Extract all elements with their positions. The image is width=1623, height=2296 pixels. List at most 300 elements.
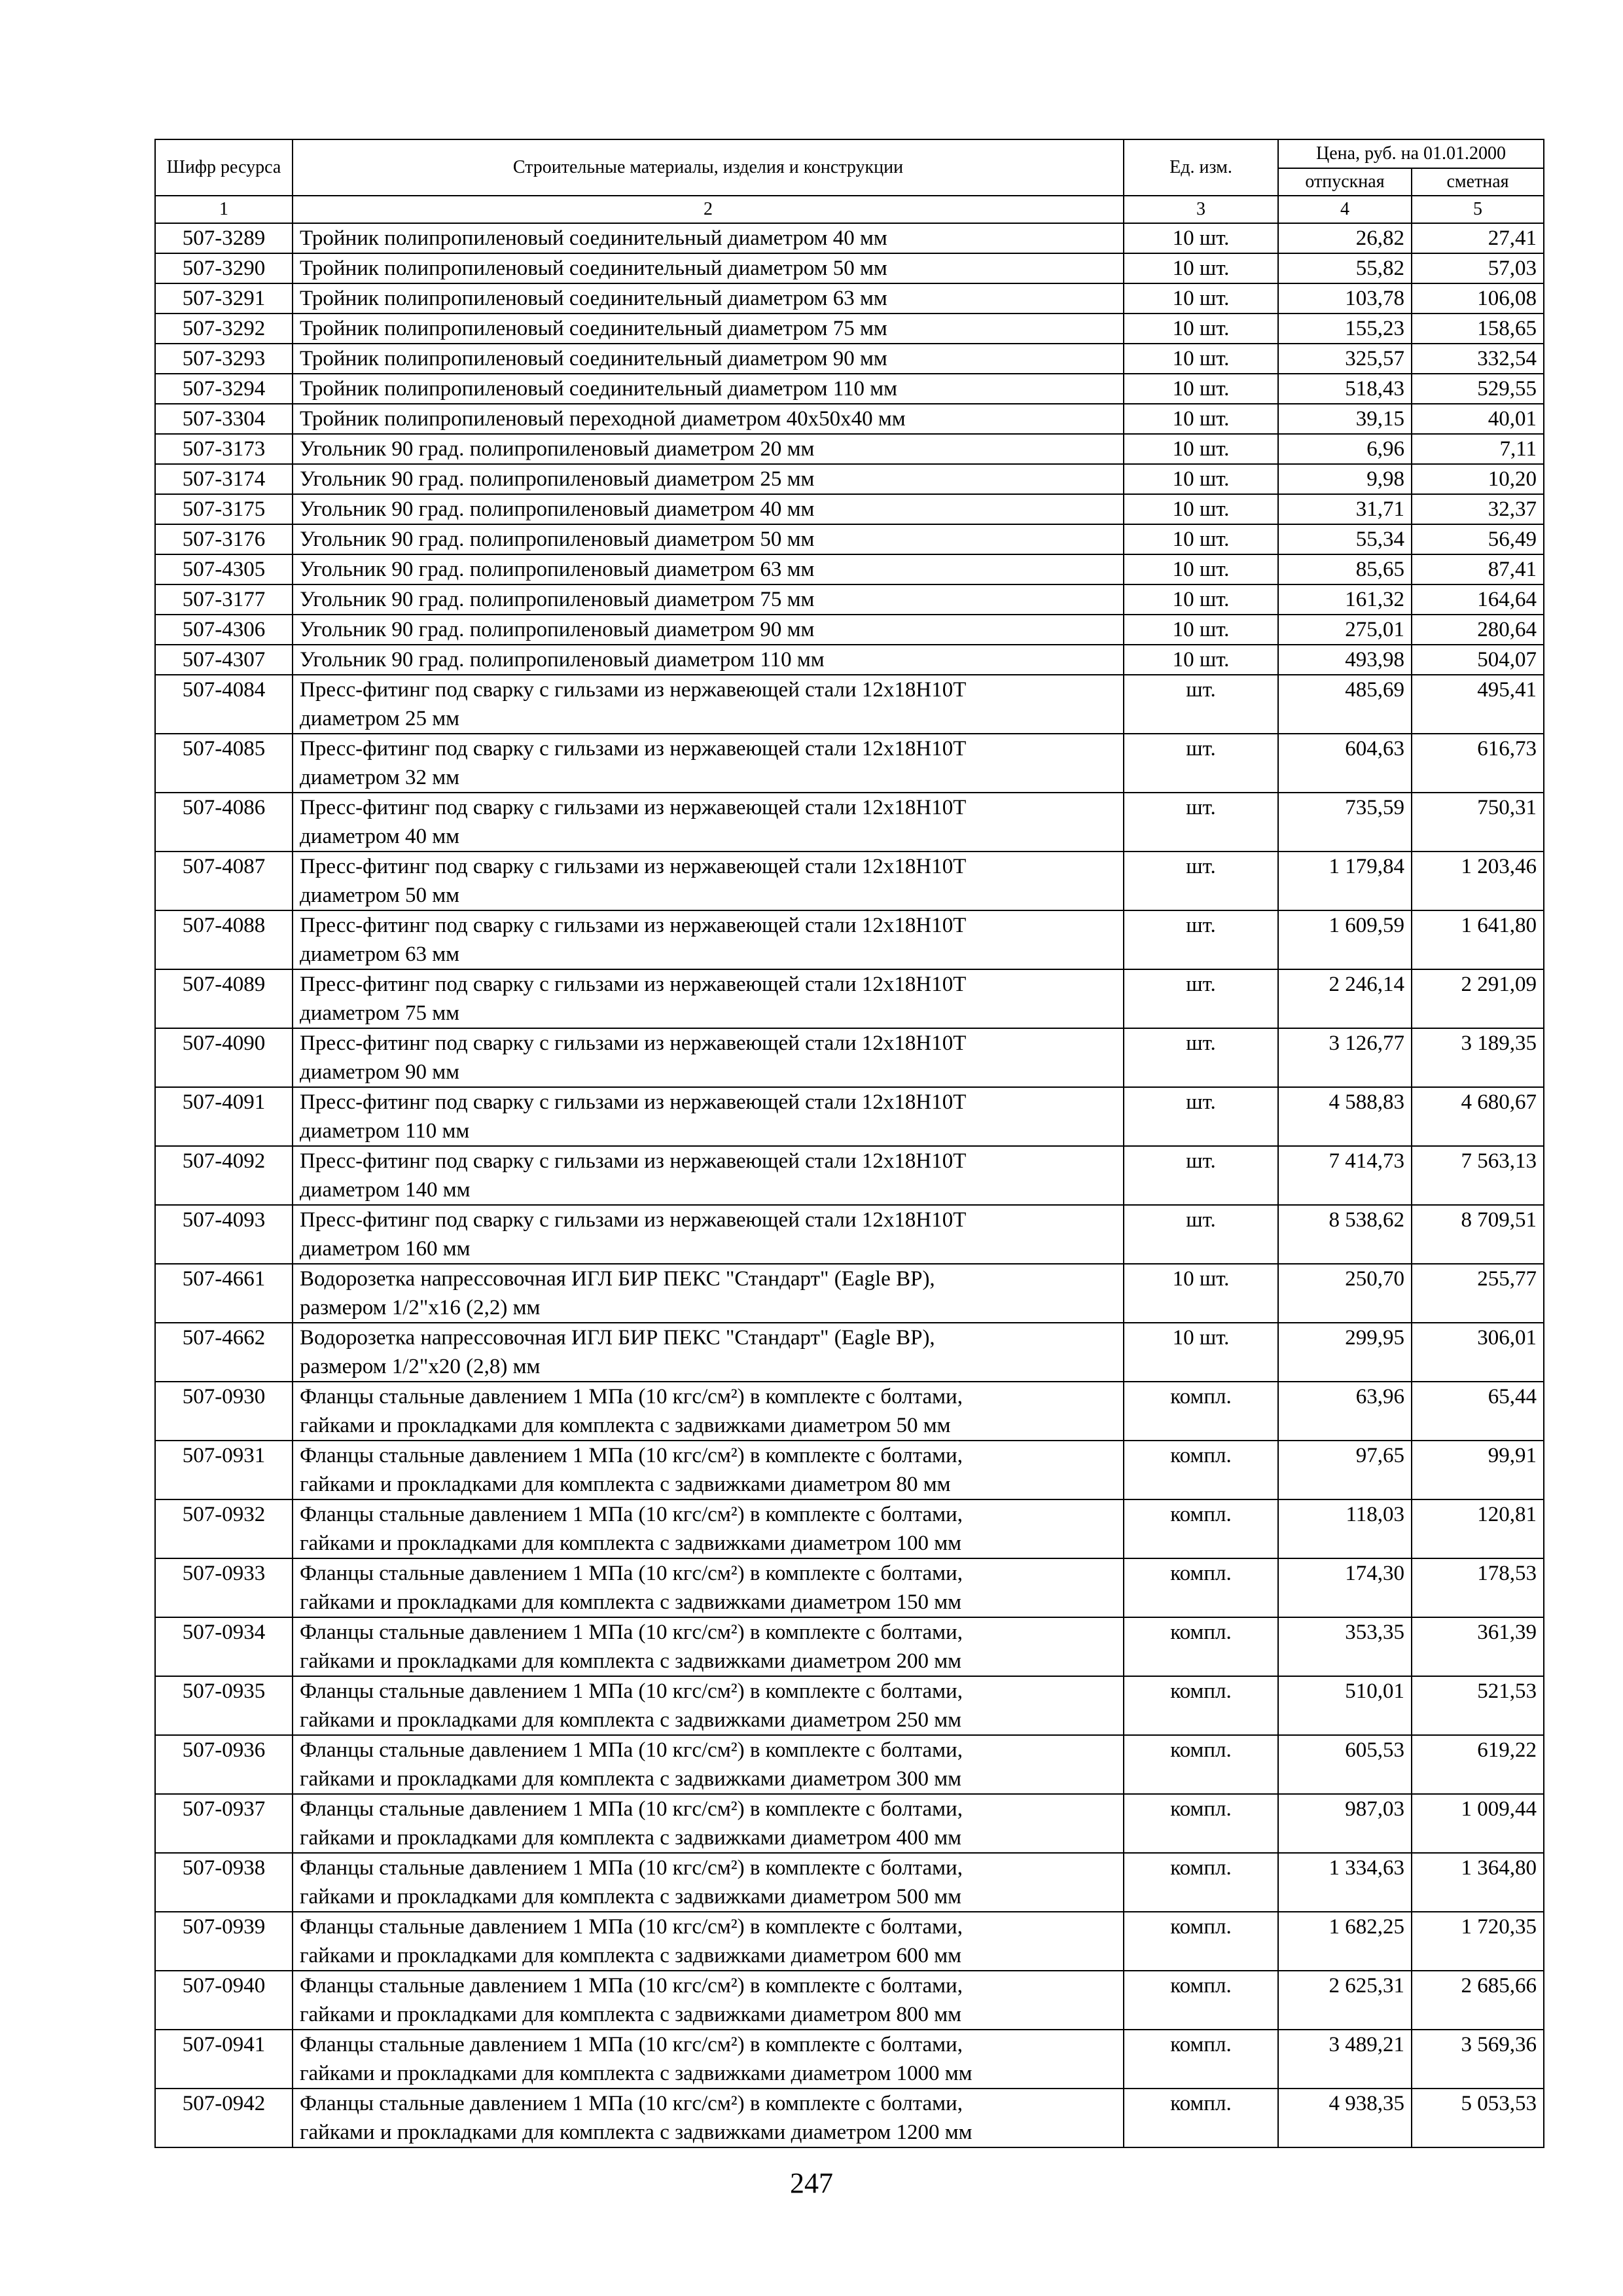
resource-code: 507-0934: [155, 1617, 293, 1676]
material-name-line: Пресс-фитинг под сварку с гильзами из нержавеющей стали 12х18Н10Т: [300, 1208, 967, 1232]
table-row: [155, 584, 1544, 615]
material-name: [293, 283, 1124, 314]
material-name: [293, 793, 1124, 852]
material-name-line: Угольник 90 град. полипропиленовый диаметром 110 мм: [300, 648, 825, 672]
material-name-line: Угольник 90 град. полипропиленовый диаметром 20 мм: [300, 437, 815, 461]
resource-code: 507-3175: [155, 494, 293, 524]
resource-code: 507-0932: [155, 1499, 293, 1558]
resource-code: 507-4087: [155, 852, 293, 910]
unit-of-measure: шт.: [1124, 793, 1278, 852]
release-price: 7 414,73: [1278, 1146, 1412, 1205]
unit-of-measure: 10 шт.: [1124, 314, 1278, 344]
table-row: [155, 1499, 1544, 1558]
material-name-line: размером 1/2"х20 (2,8) мм: [300, 1355, 541, 1378]
material-name-line: гайками и прокладками для комплекта с задвижками диаметром 1000 мм: [300, 2062, 972, 2085]
table-row: [155, 253, 1544, 283]
material-name-line: диаметром 50 мм: [300, 884, 459, 907]
release-price: 250,70: [1278, 1264, 1412, 1323]
table-row: [155, 374, 1544, 404]
header-unit: Ед. изм.: [1124, 139, 1278, 196]
material-name-line: гайками и прокладками для комплекта с задвижками диаметром 150 мм: [300, 1590, 962, 1614]
unit-of-measure: шт.: [1124, 1146, 1278, 1205]
column-number: 1: [155, 196, 293, 223]
material-name-line: Угольник 90 град. полипропиленовый диаметром 25 мм: [300, 467, 815, 491]
material-name-line: Тройник полипропиленовый переходной диаметром 40х50х40 мм: [300, 407, 906, 431]
table-row: [155, 1912, 1544, 1971]
material-name: [293, 494, 1124, 524]
material-name-line: Пресс-фитинг под сварку с гильзами из нержавеющей стали 12х18Н10Т: [300, 678, 967, 702]
unit-of-measure: шт.: [1124, 910, 1278, 969]
material-name: [293, 554, 1124, 584]
material-name-line: Угольник 90 град. полипропиленовый диаметром 50 мм: [300, 528, 815, 551]
material-name-line: гайками и прокладками для комплекта с задвижками диаметром 80 мм: [300, 1473, 951, 1496]
resource-code: 507-4088: [155, 910, 293, 969]
resource-code: 507-3294: [155, 374, 293, 404]
material-name: [293, 404, 1124, 434]
resource-code: 507-3293: [155, 344, 293, 374]
material-name: [293, 675, 1124, 734]
unit-of-measure: шт.: [1124, 1205, 1278, 1264]
material-name-line: Фланцы стальные давлением 1 МПа (10 кгс/см²) в комплекте с болтами,: [300, 1797, 963, 1821]
estimate-price: 495,41: [1412, 675, 1544, 734]
resource-code: 507-4086: [155, 793, 293, 852]
estimate-price: 1 720,35: [1412, 1912, 1544, 1971]
resource-code: 507-0938: [155, 1853, 293, 1912]
material-name-line: гайками и прокладками для комплекта с задвижками диаметром 50 мм: [300, 1414, 951, 1437]
material-name-line: гайками и прокладками для комплекта с задвижками диаметром 1200 мм: [300, 2121, 972, 2144]
material-name: [293, 314, 1124, 344]
estimate-price: 504,07: [1412, 645, 1544, 675]
material-name: [293, 1146, 1124, 1205]
resource-code: 507-0942: [155, 2089, 293, 2147]
estimate-price: 8 709,51: [1412, 1205, 1544, 1264]
resource-code: 507-3292: [155, 314, 293, 344]
material-name-line: Пресс-фитинг под сварку с гильзами из нержавеющей стали 12х18Н10Т: [300, 1031, 967, 1055]
estimate-price: 120,81: [1412, 1499, 1544, 1558]
table-row: [155, 554, 1544, 584]
unit-of-measure: 10 шт.: [1124, 464, 1278, 494]
column-number: 2: [293, 196, 1124, 223]
material-name-line: гайками и прокладками для комплекта с задвижками диаметром 100 мм: [300, 1532, 962, 1555]
resource-code: 507-4306: [155, 615, 293, 645]
unit-of-measure: 10 шт.: [1124, 615, 1278, 645]
unit-of-measure: компл.: [1124, 1382, 1278, 1441]
resource-code: 507-4661: [155, 1264, 293, 1323]
material-name-line: Фланцы стальные давлением 1 МПа (10 кгс/см²) в комплекте с болтами,: [300, 1385, 963, 1408]
estimate-price: 158,65: [1412, 314, 1544, 344]
material-name-line: гайками и прокладками для комплекта с задвижками диаметром 500 мм: [300, 1885, 962, 1909]
material-name-line: Тройник полипропиленовый соединительный диаметром 63 мм: [300, 287, 887, 310]
table-row: [155, 734, 1544, 793]
material-name: [293, 852, 1124, 910]
release-price: 85,65: [1278, 554, 1412, 584]
unit-of-measure: компл.: [1124, 1617, 1278, 1676]
table-row: [155, 1971, 1544, 2030]
estimate-price: 280,64: [1412, 615, 1544, 645]
resource-code: 507-0931: [155, 1441, 293, 1499]
unit-of-measure: 10 шт.: [1124, 524, 1278, 554]
release-price: 55,34: [1278, 524, 1412, 554]
material-name-line: Пресс-фитинг под сварку с гильзами из нержавеющей стали 12х18Н10Т: [300, 855, 967, 878]
estimate-price: 7,11: [1412, 434, 1544, 464]
table-row: [155, 344, 1544, 374]
unit-of-measure: компл.: [1124, 1794, 1278, 1853]
material-name: [293, 1205, 1124, 1264]
material-name-line: Фланцы стальные давлением 1 МПа (10 кгс/см²) в комплекте с болтами,: [300, 1444, 963, 1467]
resource-code: 507-3290: [155, 253, 293, 283]
header-name: Строительные материалы, изделия и конструкции: [293, 139, 1124, 196]
material-name: [293, 1912, 1124, 1971]
estimate-price: 255,77: [1412, 1264, 1544, 1323]
material-name: [293, 1499, 1124, 1558]
material-name-line: Водорозетка напрессовочная ИГЛ БИР ПЕКС "Стандарт" (Eagle BP),: [300, 1326, 935, 1350]
unit-of-measure: компл.: [1124, 1912, 1278, 1971]
estimate-price: 10,20: [1412, 464, 1544, 494]
release-price: 4 938,35: [1278, 2089, 1412, 2147]
unit-of-measure: шт.: [1124, 675, 1278, 734]
table-row: [155, 494, 1544, 524]
estimate-price: 57,03: [1412, 253, 1544, 283]
table-row: [155, 1205, 1544, 1264]
release-price: 735,59: [1278, 793, 1412, 852]
material-name-line: Фланцы стальные давлением 1 МПа (10 кгс/см²) в комплекте с болтами,: [300, 1562, 963, 1585]
material-name-line: диаметром 110 мм: [300, 1119, 470, 1143]
material-name-line: Тройник полипропиленовый соединительный диаметром 40 мм: [300, 226, 887, 250]
header-estimate-price: сметная: [1412, 168, 1544, 196]
material-name-line: гайками и прокладками для комплекта с задвижками диаметром 600 мм: [300, 1944, 962, 1967]
column-numbers-row: [155, 196, 1544, 223]
release-price: 103,78: [1278, 283, 1412, 314]
unit-of-measure: компл.: [1124, 2089, 1278, 2147]
release-price: 1 609,59: [1278, 910, 1412, 969]
material-name-line: Угольник 90 град. полипропиленовый диаметром 90 мм: [300, 618, 815, 641]
estimate-price: 65,44: [1412, 1382, 1544, 1441]
estimate-price: 3 569,36: [1412, 2030, 1544, 2089]
table-row: [155, 2030, 1544, 2089]
header-release-price: отпускная: [1278, 168, 1412, 196]
material-name: [293, 344, 1124, 374]
table-row: [155, 464, 1544, 494]
unit-of-measure: шт.: [1124, 1087, 1278, 1146]
estimate-price: 750,31: [1412, 793, 1544, 852]
release-price: 1 179,84: [1278, 852, 1412, 910]
table-row: [155, 1617, 1544, 1676]
table-row: [155, 1853, 1544, 1912]
material-name-line: диаметром 160 мм: [300, 1237, 471, 1261]
estimate-price: 2 685,66: [1412, 1971, 1544, 2030]
material-name-line: Тройник полипропиленовый соединительный диаметром 75 мм: [300, 317, 887, 340]
material-name-line: Пресс-фитинг под сварку с гильзами из нержавеющей стали 12х18Н10Т: [300, 737, 967, 761]
material-name-line: Пресс-фитинг под сварку с гильзами из нержавеющей стали 12х18Н10Т: [300, 1090, 967, 1114]
estimate-price: 99,91: [1412, 1441, 1544, 1499]
table-row: [155, 283, 1544, 314]
unit-of-measure: 10 шт.: [1124, 344, 1278, 374]
material-name: [293, 1735, 1124, 1794]
estimate-price: 306,01: [1412, 1323, 1544, 1382]
release-price: 510,01: [1278, 1676, 1412, 1735]
material-name: [293, 734, 1124, 793]
material-name-line: Пресс-фитинг под сварку с гильзами из нержавеющей стали 12х18Н10Т: [300, 1149, 967, 1173]
estimate-price: 361,39: [1412, 1617, 1544, 1676]
material-name-line: Фланцы стальные давлением 1 МПа (10 кгс/см²) в комплекте с болтами,: [300, 1738, 963, 1762]
estimate-price: 106,08: [1412, 283, 1544, 314]
release-price: 63,96: [1278, 1382, 1412, 1441]
resource-code: 507-0933: [155, 1558, 293, 1617]
material-name-line: Угольник 90 град. полипропиленовый диаметром 40 мм: [300, 497, 815, 521]
table-row: [155, 1382, 1544, 1441]
table-body: [155, 223, 1544, 2147]
table-row: [155, 1558, 1544, 1617]
table-row: [155, 1028, 1544, 1087]
column-number: 5: [1412, 196, 1544, 223]
table-row: [155, 1676, 1544, 1735]
header-price: Цена, руб. на 01.01.2000: [1278, 139, 1544, 168]
table-row: [155, 1264, 1544, 1323]
material-name-line: Фланцы стальные давлением 1 МПа (10 кгс/см²) в комплекте с болтами,: [300, 1974, 963, 1998]
material-name-line: Водорозетка напрессовочная ИГЛ БИР ПЕКС "Стандарт" (Eagle BP),: [300, 1267, 935, 1291]
estimate-price: 2 291,09: [1412, 969, 1544, 1028]
unit-of-measure: шт.: [1124, 969, 1278, 1028]
resource-code: 507-3173: [155, 434, 293, 464]
release-price: 987,03: [1278, 1794, 1412, 1853]
release-price: 31,71: [1278, 494, 1412, 524]
unit-of-measure: 10 шт.: [1124, 404, 1278, 434]
estimate-price: 27,41: [1412, 223, 1544, 253]
material-name: [293, 1087, 1124, 1146]
estimate-price: 32,37: [1412, 494, 1544, 524]
unit-of-measure: 10 шт.: [1124, 374, 1278, 404]
table-row: [155, 1794, 1544, 1853]
material-name: [293, 1617, 1124, 1676]
material-name: [293, 1382, 1124, 1441]
table-row: [155, 675, 1544, 734]
estimate-price: 1 364,80: [1412, 1853, 1544, 1912]
estimate-price: 56,49: [1412, 524, 1544, 554]
release-price: 39,15: [1278, 404, 1412, 434]
material-name-line: Фланцы стальные давлением 1 МПа (10 кгс/см²) в комплекте с болтами,: [300, 1856, 963, 1880]
resource-code: 507-4089: [155, 969, 293, 1028]
release-price: 493,98: [1278, 645, 1412, 675]
material-name: [293, 1558, 1124, 1617]
release-price: 155,23: [1278, 314, 1412, 344]
estimate-price: 1 641,80: [1412, 910, 1544, 969]
resource-code: 507-0935: [155, 1676, 293, 1735]
table-row: [155, 2089, 1544, 2147]
table-row: [155, 314, 1544, 344]
release-price: 2 625,31: [1278, 1971, 1412, 2030]
material-name-line: диаметром 140 мм: [300, 1178, 471, 1202]
material-name-line: Фланцы стальные давлением 1 МПа (10 кгс/см²) в комплекте с болтами,: [300, 1679, 963, 1703]
release-price: 485,69: [1278, 675, 1412, 734]
resource-code: 507-0939: [155, 1912, 293, 1971]
material-name-line: гайками и прокладками для комплекта с задвижками диаметром 800 мм: [300, 2003, 962, 2026]
unit-of-measure: шт.: [1124, 852, 1278, 910]
unit-of-measure: 10 шт.: [1124, 283, 1278, 314]
estimate-price: 619,22: [1412, 1735, 1544, 1794]
resource-code: 507-4090: [155, 1028, 293, 1087]
estimate-price: 616,73: [1412, 734, 1544, 793]
table-row: [155, 1323, 1544, 1382]
material-name-line: диаметром 40 мм: [300, 825, 459, 848]
release-price: 325,57: [1278, 344, 1412, 374]
column-number: 3: [1124, 196, 1278, 223]
material-name-line: Тройник полипропиленовый соединительный диаметром 50 мм: [300, 257, 887, 280]
material-name-line: диаметром 90 мм: [300, 1060, 459, 1084]
table-row: [155, 404, 1544, 434]
material-name: [293, 253, 1124, 283]
table-row: [155, 615, 1544, 645]
material-name-line: гайками и прокладками для комплекта с задвижками диаметром 250 мм: [300, 1708, 962, 1732]
table-row: [155, 793, 1544, 852]
material-name-line: диаметром 75 мм: [300, 1001, 459, 1025]
resource-code: 507-4662: [155, 1323, 293, 1382]
release-price: 3 126,77: [1278, 1028, 1412, 1087]
unit-of-measure: 10 шт.: [1124, 253, 1278, 283]
release-price: 604,63: [1278, 734, 1412, 793]
release-price: 55,82: [1278, 253, 1412, 283]
material-name-line: Пресс-фитинг под сварку с гильзами из нержавеющей стали 12х18Н10Т: [300, 796, 967, 819]
release-price: 97,65: [1278, 1441, 1412, 1499]
material-name: [293, 374, 1124, 404]
estimate-price: 87,41: [1412, 554, 1544, 584]
resource-code: 507-4093: [155, 1205, 293, 1264]
table-row: [155, 1087, 1544, 1146]
material-name: [293, 1028, 1124, 1087]
resource-code: 507-0930: [155, 1382, 293, 1441]
material-name: [293, 2030, 1124, 2089]
table-row: [155, 1441, 1544, 1499]
estimate-price: 3 189,35: [1412, 1028, 1544, 1087]
material-name: [293, 2089, 1124, 2147]
estimate-price: 332,54: [1412, 344, 1544, 374]
table-row: [155, 645, 1544, 675]
release-price: 3 489,21: [1278, 2030, 1412, 2089]
resource-code: 507-0936: [155, 1735, 293, 1794]
estimate-price: 4 680,67: [1412, 1087, 1544, 1146]
release-price: 174,30: [1278, 1558, 1412, 1617]
table-row: [155, 1735, 1544, 1794]
release-price: 8 538,62: [1278, 1205, 1412, 1264]
material-name-line: Фланцы стальные давлением 1 МПа (10 кгс/см²) в комплекте с болтами,: [300, 1503, 963, 1526]
estimate-price: 7 563,13: [1412, 1146, 1544, 1205]
material-name: [293, 1676, 1124, 1735]
resource-code: 507-4305: [155, 554, 293, 584]
resource-code: 507-3291: [155, 283, 293, 314]
material-name-line: гайками и прокладками для комплекта с задвижками диаметром 400 мм: [300, 1826, 962, 1850]
table-row: [155, 223, 1544, 253]
resource-code: 507-3177: [155, 584, 293, 615]
unit-of-measure: компл.: [1124, 1441, 1278, 1499]
header-code: Шифр ресурса: [155, 139, 293, 196]
material-name-line: диаметром 32 мм: [300, 766, 459, 789]
release-price: 1 334,63: [1278, 1853, 1412, 1912]
resource-code: 507-3176: [155, 524, 293, 554]
material-name: [293, 1441, 1124, 1499]
resource-code: 507-4307: [155, 645, 293, 675]
material-name-line: Угольник 90 град. полипропиленовый диаметром 75 мм: [300, 588, 815, 611]
material-name: [293, 1323, 1124, 1382]
material-name-line: Тройник полипропиленовый соединительный диаметром 90 мм: [300, 347, 887, 370]
table-row: [155, 524, 1544, 554]
resource-code: 507-0937: [155, 1794, 293, 1853]
material-name: [293, 524, 1124, 554]
release-price: 1 682,25: [1278, 1912, 1412, 1971]
material-name-line: Фланцы стальные давлением 1 МПа (10 кгс/см²) в комплекте с болтами,: [300, 1915, 963, 1939]
material-name-line: Фланцы стальные давлением 1 МПа (10 кгс/см²) в комплекте с болтами,: [300, 1621, 963, 1644]
material-name-line: Угольник 90 град. полипропиленовый диаметром 63 мм: [300, 558, 815, 581]
table-row: [155, 852, 1544, 910]
unit-of-measure: компл.: [1124, 1499, 1278, 1558]
table-row: [155, 434, 1544, 464]
resource-code: 507-4092: [155, 1146, 293, 1205]
release-price: 26,82: [1278, 223, 1412, 253]
release-price: 161,32: [1278, 584, 1412, 615]
unit-of-measure: 10 шт.: [1124, 494, 1278, 524]
estimate-price: 1 009,44: [1412, 1794, 1544, 1853]
estimate-price: 529,55: [1412, 374, 1544, 404]
material-name: [293, 615, 1124, 645]
table-row: [155, 1146, 1544, 1205]
material-name-line: диаметром 63 мм: [300, 942, 459, 966]
material-name-line: размером 1/2"х16 (2,2) мм: [300, 1296, 541, 1319]
unit-of-measure: 10 шт.: [1124, 223, 1278, 253]
unit-of-measure: 10 шт.: [1124, 584, 1278, 615]
table-row: [155, 910, 1544, 969]
material-name-line: гайками и прокладками для комплекта с задвижками диаметром 200 мм: [300, 1649, 962, 1673]
table-row: [155, 969, 1544, 1028]
estimate-price: 164,64: [1412, 584, 1544, 615]
unit-of-measure: компл.: [1124, 1971, 1278, 2030]
unit-of-measure: компл.: [1124, 1853, 1278, 1912]
material-name-line: Фланцы стальные давлением 1 МПа (10 кгс/см²) в комплекте с болтами,: [300, 2033, 963, 2056]
unit-of-measure: компл.: [1124, 1676, 1278, 1735]
unit-of-measure: 10 шт.: [1124, 554, 1278, 584]
resource-code: 507-4084: [155, 675, 293, 734]
material-name-line: Пресс-фитинг под сварку с гильзами из нержавеющей стали 12х18Н10Т: [300, 973, 967, 996]
material-name: [293, 584, 1124, 615]
release-price: 518,43: [1278, 374, 1412, 404]
unit-of-measure: 10 шт.: [1124, 1264, 1278, 1323]
material-name: [293, 464, 1124, 494]
estimate-price: 40,01: [1412, 404, 1544, 434]
resource-code: 507-3174: [155, 464, 293, 494]
release-price: 353,35: [1278, 1617, 1412, 1676]
resource-code: 507-4091: [155, 1087, 293, 1146]
material-name: [293, 645, 1124, 675]
unit-of-measure: компл.: [1124, 2030, 1278, 2089]
material-name-line: Фланцы стальные давлением 1 МПа (10 кгс/см²) в комплекте с болтами,: [300, 2092, 963, 2115]
resource-code: 507-3304: [155, 404, 293, 434]
column-number: 4: [1278, 196, 1412, 223]
material-name: [293, 223, 1124, 253]
material-name: [293, 1853, 1124, 1912]
page-number: 247: [790, 2167, 833, 2199]
release-price: 9,98: [1278, 464, 1412, 494]
release-price: 4 588,83: [1278, 1087, 1412, 1146]
resource-code: 507-0940: [155, 1971, 293, 2030]
material-name-line: гайками и прокладками для комплекта с задвижками диаметром 300 мм: [300, 1767, 962, 1791]
estimate-price: 178,53: [1412, 1558, 1544, 1617]
release-price: 275,01: [1278, 615, 1412, 645]
unit-of-measure: компл.: [1124, 1735, 1278, 1794]
material-name: [293, 434, 1124, 464]
unit-of-measure: шт.: [1124, 734, 1278, 793]
estimate-price: 5 053,53: [1412, 2089, 1544, 2147]
release-price: 605,53: [1278, 1735, 1412, 1794]
unit-of-measure: компл.: [1124, 1558, 1278, 1617]
material-name: [293, 910, 1124, 969]
estimate-price: 1 203,46: [1412, 852, 1544, 910]
